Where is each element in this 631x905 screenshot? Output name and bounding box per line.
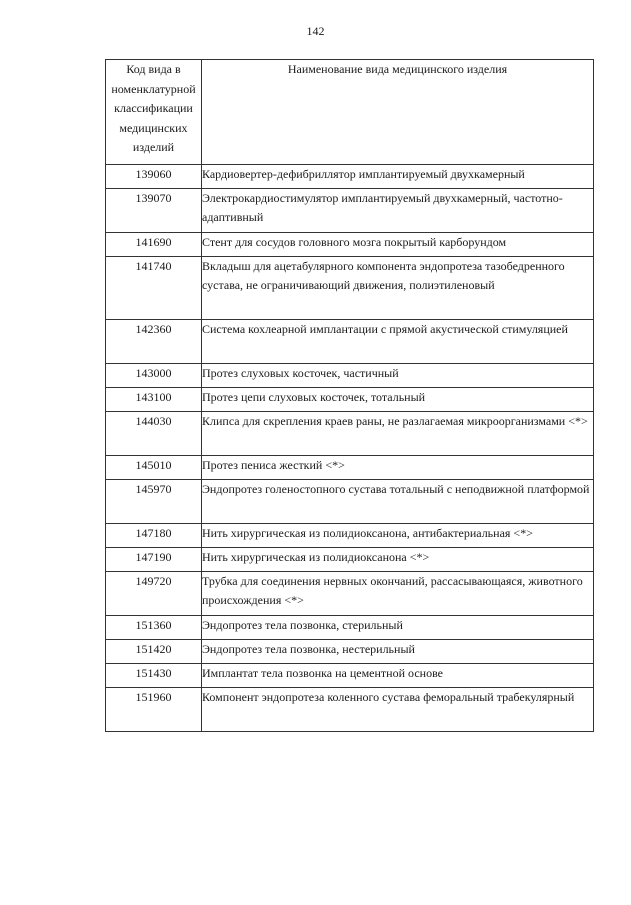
device-name: Протез пениса жесткий <*> (202, 456, 594, 480)
header-name: Наименование вида медицинского изделия (202, 60, 594, 165)
device-code: 144030 (106, 412, 202, 456)
device-name: Компонент эндопротеза коленного сустава феморальный трабекулярный (202, 688, 594, 732)
table-row (106, 664, 594, 688)
device-code: 147190 (106, 548, 202, 572)
device-code: 143000 (106, 364, 202, 388)
table-row (106, 257, 594, 320)
device-name: Протез цепи слуховых косточек, тотальный (202, 388, 594, 412)
device-code: 145970 (106, 480, 202, 524)
device-code: 147180 (106, 524, 202, 548)
device-name: Эндопротез тела позвонка, стерильный (202, 616, 594, 640)
header-code: Код вида в номенклатурной классификации медицинских изделий (106, 60, 202, 165)
device-name: Кардиовертер-дефибриллятор имплантируемый двухкамерный (202, 165, 594, 189)
table-row (106, 572, 594, 616)
table-row (106, 548, 594, 572)
device-name: Вкладыш для ацетабулярного компонента эндопротеза тазобедренного сустава, не ограничивающий движения, полиэтиленовый (202, 257, 594, 320)
device-code: 151420 (106, 640, 202, 664)
device-name: Протез слуховых косточек, частичный (202, 364, 594, 388)
device-name: Эндопротез голеностопного сустава тотальный с неподвижной платформой (202, 480, 594, 524)
table-row (106, 524, 594, 548)
device-code: 139060 (106, 165, 202, 189)
table-row (106, 456, 594, 480)
device-code: 145010 (106, 456, 202, 480)
device-code: 143100 (106, 388, 202, 412)
device-code: 141740 (106, 257, 202, 320)
table-row (106, 688, 594, 732)
device-name: Клипса для скрепления краев раны, не разлагаемая микроорганизмами <*> (202, 412, 594, 456)
table-row (106, 640, 594, 664)
device-name: Эндопротез тела позвонка, нестерильный (202, 640, 594, 664)
table-row (106, 480, 594, 524)
device-code: 142360 (106, 320, 202, 364)
device-name: Стент для сосудов головного мозга покрытый карборундом (202, 233, 594, 257)
device-name: Трубка для соединения нервных окончаний, рассасывающаяся, животного происхождения <*> (202, 572, 594, 616)
table-row (106, 320, 594, 364)
device-code: 151360 (106, 616, 202, 640)
page-number: 142 (306, 24, 325, 38)
device-name: Система кохлеарной имплантации с прямой акустической стимуляцией (202, 320, 594, 364)
table-row (106, 233, 594, 257)
table-row (106, 616, 594, 640)
device-code: 151960 (106, 688, 202, 732)
table-row (106, 412, 594, 456)
device-code: 139070 (106, 189, 202, 233)
device-name: Нить хирургическая из полидиоксанона, антибактериальная <*> (202, 524, 594, 548)
device-name: Нить хирургическая из полидиоксанона <*> (202, 548, 594, 572)
table-row (106, 388, 594, 412)
device-code: 141690 (106, 233, 202, 257)
table-row (106, 189, 594, 233)
table-row (106, 165, 594, 189)
medical-devices-table (105, 59, 594, 732)
table-header-row (106, 60, 594, 165)
device-code: 149720 (106, 572, 202, 616)
device-name: Электрокардиостимулятор имплантируемый двухкамерный, частотно-адаптивный (202, 189, 594, 233)
table-row (106, 364, 594, 388)
device-name: Имплантат тела позвонка на цементной основе (202, 664, 594, 688)
device-code: 151430 (106, 664, 202, 688)
